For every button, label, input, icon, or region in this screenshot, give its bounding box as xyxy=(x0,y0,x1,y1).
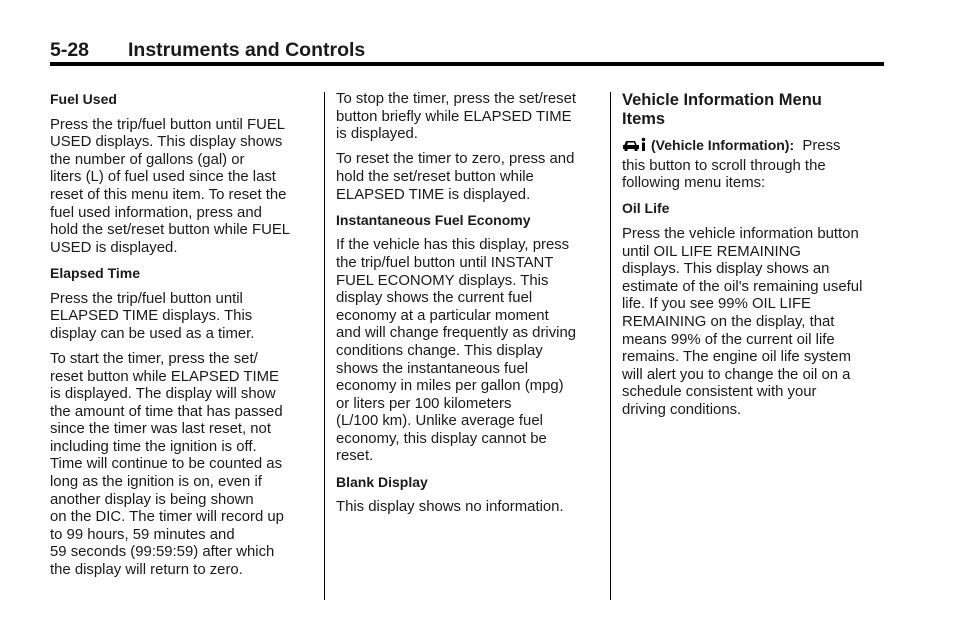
oil-life-paragraph xyxy=(622,226,888,420)
column-middle xyxy=(336,91,602,524)
elapsed-time-paragraph-2 xyxy=(50,351,316,580)
text-line: 59 seconds (99:59:59) after which xyxy=(50,544,275,561)
text-line: To start the timer, press the set/ xyxy=(50,350,258,367)
column-right xyxy=(622,91,888,427)
section-title: Instruments and Controls xyxy=(128,39,366,61)
text-line: fuel used information, press and xyxy=(50,204,262,221)
text-line: until OIL LIFE REMAINING xyxy=(622,243,802,260)
text-line: driving conditions. xyxy=(622,401,742,418)
text-line: another display is being shown xyxy=(50,491,254,508)
column-left xyxy=(50,91,316,587)
text-line: Time will continue to be counted as xyxy=(50,456,283,473)
text-line: ELAPSED TIME is displayed. xyxy=(336,186,531,203)
instantaneous-fuel-economy-paragraph xyxy=(336,237,602,466)
fuel-used-paragraph xyxy=(50,117,316,258)
vehicle-information-description xyxy=(622,158,888,193)
text-line: FUEL ECONOMY displays. This xyxy=(336,272,549,289)
text-line: long as the ignition is on, even if xyxy=(50,474,262,491)
page-header xyxy=(50,39,884,63)
text-line: to 99 hours, 59 minutes and xyxy=(50,526,235,543)
text-line: and will change frequently as driving xyxy=(336,325,577,342)
instantaneous-fuel-economy-heading: Instantaneous Fuel Economy xyxy=(336,211,531,228)
stop-timer-paragraph xyxy=(336,91,602,144)
text-line: Vehicle Information Menu xyxy=(622,91,822,109)
elapsed-time-heading: Elapsed Time xyxy=(50,264,141,281)
text-line: reset button while ELAPSED TIME xyxy=(50,368,279,385)
text-line: means 99% of the current oil life xyxy=(622,331,835,348)
text-line: on the DIC. The timer will record up xyxy=(50,509,284,526)
text-line: conditions change. This display xyxy=(336,342,543,359)
text-line: economy in miles per gallon (mpg) xyxy=(336,378,564,395)
text-line: (L/100 km). Unlike average fuel xyxy=(336,413,543,430)
vehicle-information-menu-heading xyxy=(622,91,888,129)
text-line: will alert you to change the oil on a xyxy=(622,366,851,383)
text-line: the trip/fuel button until INSTANT xyxy=(336,254,554,271)
text-line: the amount of time that has passed xyxy=(50,403,283,420)
text-line: liters (L) of fuel used since the last xyxy=(50,169,276,186)
oil-life-heading: Oil Life xyxy=(622,200,670,217)
text-line: Press the trip/fuel button until FUEL xyxy=(50,116,286,133)
text-line: hold the set/reset button while FUEL xyxy=(50,222,291,239)
text-line: displays. This display shows an xyxy=(622,261,830,278)
fuel-used-heading: Fuel Used xyxy=(50,91,117,107)
text-line: Press the trip/fuel button until xyxy=(50,290,243,307)
text-line: is displayed. The display will show xyxy=(50,386,276,403)
text-line: REMAINING on the display, that xyxy=(622,313,835,330)
blank-display-heading: Blank Display xyxy=(336,473,428,490)
text-line: If the vehicle has this display, press xyxy=(336,237,570,254)
text-line: button briefly while ELAPSED TIME xyxy=(336,108,572,125)
reset-timer-paragraph xyxy=(336,151,602,204)
header-rule xyxy=(50,62,884,66)
text-line: Press the vehicle information button xyxy=(622,225,859,242)
elapsed-time-paragraph-1 xyxy=(50,291,316,344)
text-line: schedule consistent with your xyxy=(622,384,817,401)
text-line: the display will return to zero. xyxy=(50,562,243,579)
text-line: life. If you see 99% OIL LIFE xyxy=(622,296,811,313)
vehicle-information-press-text: Press xyxy=(802,138,841,154)
text-line: economy, this display cannot be xyxy=(336,430,547,447)
vehicle-information-label: (Vehicle Information): xyxy=(651,137,795,153)
column-divider xyxy=(324,92,325,600)
vehicle-information-icon xyxy=(622,137,648,158)
text-line: USED displays. This display shows xyxy=(50,134,283,151)
page-number: 5-28 xyxy=(50,39,90,61)
vehicle-information-button-paragraph xyxy=(622,137,888,193)
text-line: estimate of the oil's remaining useful xyxy=(622,278,863,295)
text-line: is displayed. xyxy=(336,126,418,143)
text-line: reset of this menu item. To reset the xyxy=(50,186,287,203)
column-divider xyxy=(610,92,611,600)
text-line: hold the set/reset button while xyxy=(336,168,534,185)
text-line: remains. The engine oil life system xyxy=(622,349,851,366)
text-line: Items xyxy=(622,110,666,128)
text-line: including time the ignition is off. xyxy=(50,438,257,455)
text-line: or liters per 100 kilometers xyxy=(336,395,512,412)
text-line: since the timer was last reset, not xyxy=(50,421,271,438)
text-line: To reset the timer to zero, press and xyxy=(336,151,575,168)
text-line: This display shows no information. xyxy=(336,499,564,516)
blank-display-paragraph xyxy=(336,499,602,517)
text-line: display can be used as a timer. xyxy=(50,325,255,342)
text-line: economy at a particular moment xyxy=(336,307,549,324)
text-line: this button to scroll through the xyxy=(622,157,826,174)
text-line: reset. xyxy=(336,448,374,465)
text-line: To stop the timer, press the set/reset xyxy=(336,91,577,107)
text-line: the number of gallons (gal) or xyxy=(50,151,245,168)
text-line: USED is displayed. xyxy=(50,239,178,256)
text-line: following menu items: xyxy=(622,175,766,192)
text-line: display shows the current fuel xyxy=(336,290,533,307)
text-line: shows the instantaneous fuel xyxy=(336,360,529,377)
text-line: ELAPSED TIME displays. This xyxy=(50,308,253,325)
